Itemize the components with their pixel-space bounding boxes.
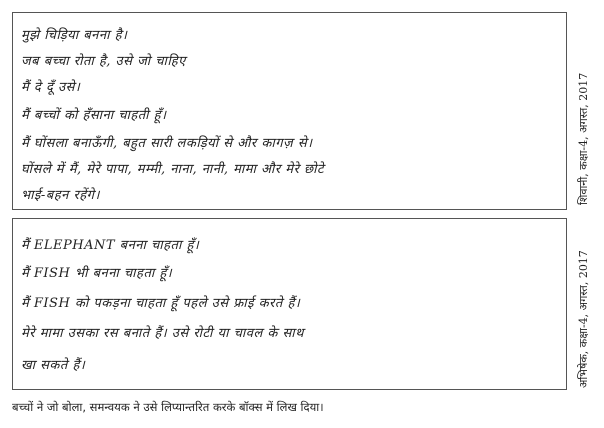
handwritten-note-box-2 <box>12 218 567 390</box>
note1-line-7: भाई-बहन रहेंगे। <box>21 188 100 203</box>
note1-line-3: मैं दे दूँ उसे। <box>21 80 81 95</box>
note2-line-5: खा सकते हैं। <box>21 358 86 373</box>
note2-line-3: मैं FISH को पकड़ना चाहता हूँ पहले उसे फ्राई करते हैं। <box>21 296 301 311</box>
note1-line-2: जब बच्चा रोता है, उसे जो चाहिए <box>21 54 186 69</box>
note1-credit: शिवानी, कक्षा-4, अगस्त, 2017 <box>577 72 590 205</box>
note1-line-4: मैं बच्चों को हँसाना चाहती हूँ। <box>21 108 167 123</box>
figure-caption: बच्चों ने जो बोला, समन्वयक ने उसे लिप्यान्तरित करके बॉक्स में लिख दिया। <box>12 400 324 414</box>
note1-line-5: मैं घोंसला बनाऊँगी, बहुत सारी लकड़ियों से और कागज़ से। <box>21 136 313 151</box>
note1-line-6: घोंसले में मैं, मेरे पापा, मम्मी, नाना, नानी, मामा और मेरे छोटे <box>21 162 325 177</box>
note2-credit: अभिषेक, कक्षा-4, अगस्त, 2017 <box>577 250 590 388</box>
note1-line-1: मुझे चिड़िया बनना है। <box>21 28 128 43</box>
handwritten-note-box-1 <box>12 12 567 210</box>
note2-line-2: मैं FISH भी बनना चाहता हूँ। <box>21 266 173 281</box>
note2-line-4: मेरे मामा उसका रस बनाते हैं। उसे रोटी या चावल के साथ <box>21 326 304 341</box>
note2-line-1: मैं ELEPHANT बनना चाहता हूँ। <box>21 238 200 253</box>
